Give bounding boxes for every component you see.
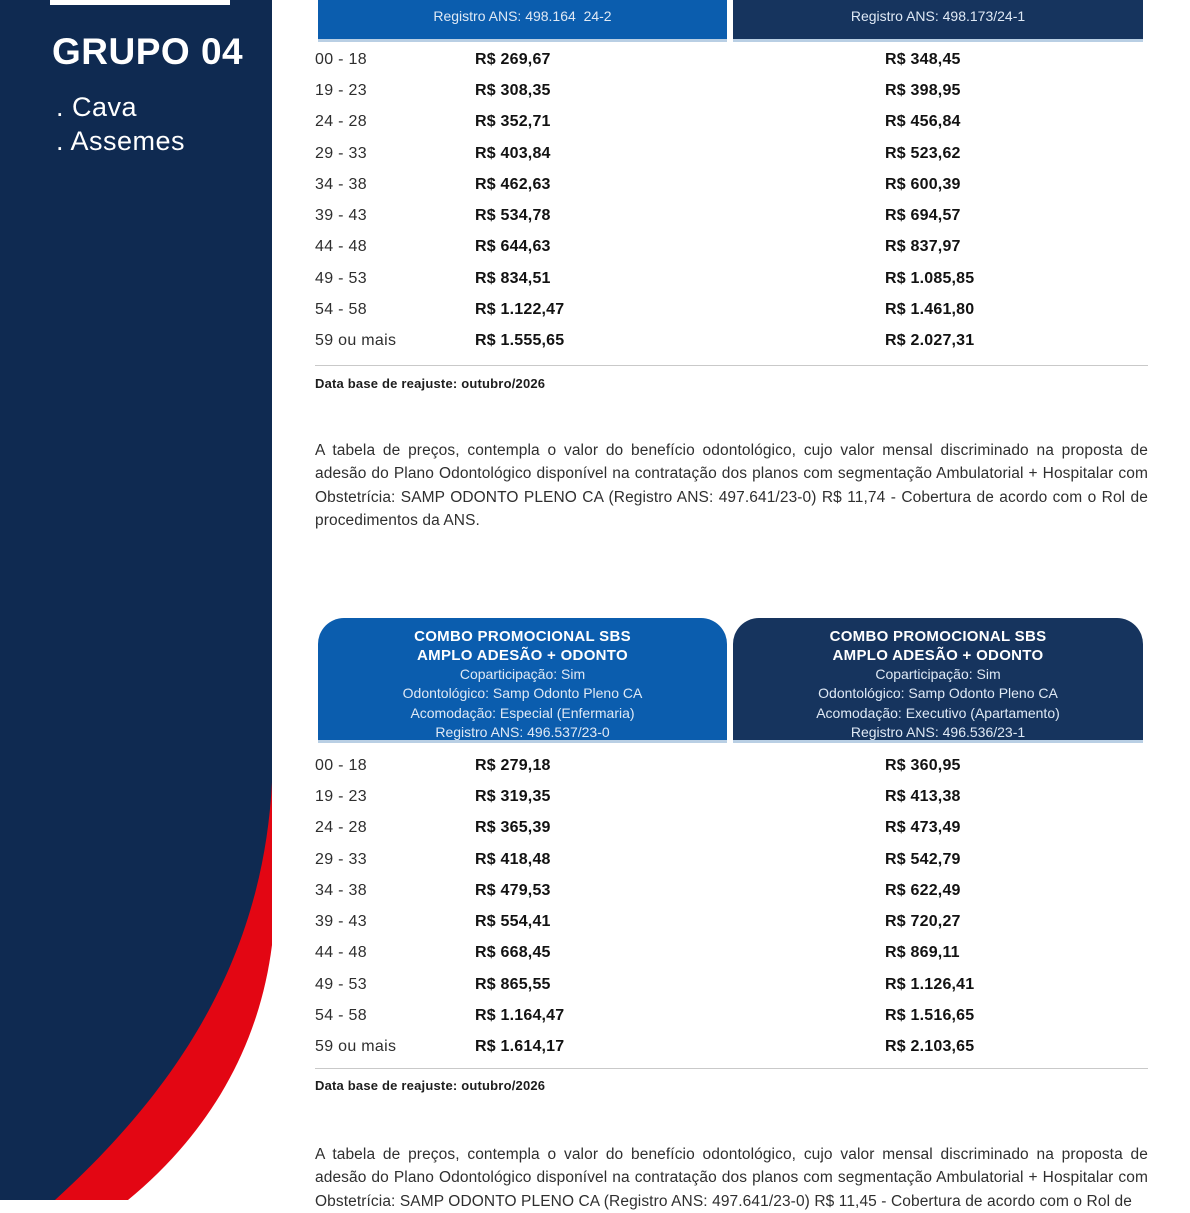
age-range: 49 - 53	[315, 269, 367, 287]
age-range: 34 - 38	[315, 175, 367, 193]
price-enfermaria: R$ 279,18	[475, 756, 551, 774]
table1-divider	[315, 365, 1148, 366]
table1-ans-registry-left: Registro ANS: 498.164 24-2	[433, 8, 612, 24]
table1-footnote: Data base de reajuste: outubro/2026	[315, 376, 546, 391]
plan-coparticipacao: Coparticipação: Sim	[875, 666, 1001, 682]
price-enfermaria: R$ 834,51	[475, 269, 551, 287]
price-enfermaria: R$ 1.614,17	[475, 1038, 565, 1056]
age-range: 19 - 23	[315, 787, 367, 805]
table-row	[315, 1000, 1148, 1031]
age-range: 00 - 18	[315, 756, 367, 774]
table1-odonto-paragraph: A tabela de preços, contempla o valor do benefício odontológico, cujo valor mensal discriminado na proposta de adesão do Plano Odontológico disponível na contratação dos planos com segmentação Ambulatorial + Hospitalar com Obstetrícia: SAMP ODONTO PLENO CA (Registro ANS: 497.641/23-0) R$ 11,74 - Cobertura de acordo com o Rol de procedimentos da ANS.	[315, 442, 1148, 530]
table-row	[315, 169, 1148, 200]
price-apartamento: R$ 1.126,41	[885, 975, 975, 993]
price-enfermaria: R$ 319,35	[475, 787, 551, 805]
price-enfermaria: R$ 865,55	[475, 975, 551, 993]
table2-plan-header-enfermaria	[318, 618, 727, 743]
age-range: 24 - 28	[315, 113, 367, 131]
table2-divider	[315, 1068, 1148, 1069]
price-apartamento: R$ 2.103,65	[885, 1038, 975, 1056]
price-enfermaria: R$ 269,67	[475, 50, 551, 68]
age-range: 00 - 18	[315, 50, 367, 68]
table1-ans-registry-right: Registro ANS: 498.173/24-1	[850, 8, 1026, 24]
price-tables-page	[315, 0, 1148, 1210]
table2-rows	[315, 750, 1148, 1063]
price-enfermaria: R$ 1.164,47	[475, 1007, 565, 1025]
age-range: 19 - 23	[315, 81, 367, 99]
plan-odontologico: Odontológico: Samp Odonto Pleno CA	[818, 685, 1058, 702]
price-apartamento: R$ 720,27	[885, 913, 961, 931]
table-row	[315, 294, 1148, 325]
age-range: 24 - 28	[315, 819, 367, 837]
plan-acomodacao: Acomodação: Especial (Enfermaria)	[410, 704, 635, 721]
price-enfermaria: R$ 479,53	[475, 881, 551, 899]
price-enfermaria: R$ 352,71	[475, 113, 551, 131]
price-apartamento: R$ 1.085,85	[885, 269, 975, 287]
table2-footnote: Data base de reajuste: outubro/2026	[315, 1078, 546, 1093]
age-range: 49 - 53	[315, 975, 367, 993]
age-range: 54 - 58	[315, 301, 367, 319]
price-enfermaria: R$ 365,39	[475, 819, 551, 837]
price-enfermaria: R$ 462,63	[475, 175, 551, 193]
table-row	[315, 263, 1148, 294]
plan-odontologico: Odontológico: Samp Odonto Pleno CA	[402, 685, 643, 702]
price-enfermaria: R$ 668,45	[475, 944, 551, 962]
price-apartamento: R$ 622,49	[885, 881, 961, 899]
plan-title-line1: COMBO PROMOCIONAL SBS	[414, 628, 631, 645]
price-enfermaria: R$ 403,84	[475, 144, 551, 162]
table-row	[315, 875, 1148, 906]
age-range: 59 ou mais	[315, 332, 397, 350]
price-apartamento: R$ 456,84	[885, 113, 961, 131]
age-range: 29 - 33	[315, 850, 367, 868]
table-row	[315, 200, 1148, 231]
table1-plan-header-apartamento	[733, 0, 1143, 42]
table1-plan-header-enfermaria	[318, 0, 727, 42]
price-enfermaria: R$ 418,48	[475, 850, 551, 868]
price-apartamento: R$ 600,39	[885, 175, 961, 193]
price-apartamento: R$ 523,62	[885, 144, 961, 162]
table-row	[315, 938, 1148, 969]
table2-odonto-paragraph: A tabela de preços, contempla o valor do benefício odontológico, cujo valor mensal discriminado na proposta de adesão do Plano Odontológico disponível na contratação dos planos com segmentação Ambulatorial + Hospitalar com Obstetrícia: SAMP ODONTO PLENO CA (Registro ANS: 497.641/23-0) R$ 11,45 - Cobertura de acordo com o Rol de	[315, 1146, 1148, 1210]
age-range: 39 - 43	[315, 207, 367, 225]
plan-ans-registry: Registro ANS: 496.536/23-1	[850, 724, 1026, 741]
price-apartamento: R$ 398,95	[885, 81, 961, 99]
price-enfermaria: R$ 308,35	[475, 81, 551, 99]
sidebar-swoosh-graphic	[0, 0, 290, 1200]
age-range: 59 ou mais	[315, 1038, 397, 1056]
price-apartamento: R$ 869,11	[885, 944, 960, 962]
table-row	[315, 906, 1148, 937]
plan-title-line1: COMBO PROMOCIONAL SBS	[829, 628, 1047, 645]
table-row	[315, 969, 1148, 1000]
price-apartamento: R$ 542,79	[885, 850, 961, 868]
age-range: 34 - 38	[315, 881, 367, 899]
table1-header-row	[315, 0, 1148, 42]
age-range: 39 - 43	[315, 913, 367, 931]
age-range: 29 - 33	[315, 144, 367, 162]
plan-title-line2: AMPLO ADESÃO + ODONTO	[417, 647, 628, 664]
price-apartamento: R$ 473,49	[885, 819, 961, 837]
table-row	[315, 750, 1148, 781]
price-apartamento: R$ 1.461,80	[885, 301, 975, 319]
price-apartamento: R$ 1.516,65	[885, 1007, 975, 1025]
plan-acomodacao: Acomodação: Executivo (Apartamento)	[816, 704, 1060, 721]
table-row	[315, 781, 1148, 812]
price-enfermaria: R$ 534,78	[475, 207, 551, 225]
table2-header-row	[315, 618, 1148, 743]
plan-coparticipacao: Coparticipação: Sim	[459, 666, 586, 682]
table-row	[315, 844, 1148, 875]
price-apartamento: R$ 694,57	[885, 207, 961, 225]
age-range: 44 - 48	[315, 944, 367, 962]
price-enfermaria: R$ 1.122,47	[475, 301, 565, 319]
price-apartamento: R$ 413,38	[885, 787, 961, 805]
table2-plan-header-apartamento	[733, 618, 1143, 743]
plan-ans-registry: Registro ANS: 496.537/23-0	[435, 724, 610, 741]
price-enfermaria: R$ 1.555,65	[475, 332, 565, 350]
age-range: 44 - 48	[315, 238, 367, 256]
sidebar-item-cava: . Cava	[56, 92, 138, 122]
age-range: 54 - 58	[315, 1007, 367, 1025]
title-underline	[50, 0, 230, 5]
sidebar	[0, 0, 290, 1200]
price-enfermaria: R$ 644,63	[475, 238, 551, 256]
table-row	[315, 75, 1148, 106]
group-title: GRUPO 04	[52, 31, 244, 72]
table-row	[315, 107, 1148, 138]
table-row	[315, 232, 1148, 263]
table-row	[315, 44, 1148, 75]
plan-title-line2: AMPLO ADESÃO + ODONTO	[832, 647, 1044, 664]
price-apartamento: R$ 837,97	[885, 238, 961, 256]
price-apartamento: R$ 348,45	[885, 50, 961, 68]
table1-rows	[315, 44, 1148, 357]
price-enfermaria: R$ 554,41	[475, 913, 551, 931]
table-row	[315, 326, 1148, 357]
table-row	[315, 813, 1148, 844]
sidebar-item-assemes: . Assemes	[56, 126, 186, 156]
price-apartamento: R$ 360,95	[885, 756, 961, 774]
table-row	[315, 138, 1148, 169]
table-row	[315, 1032, 1148, 1063]
price-apartamento: R$ 2.027,31	[885, 332, 975, 350]
